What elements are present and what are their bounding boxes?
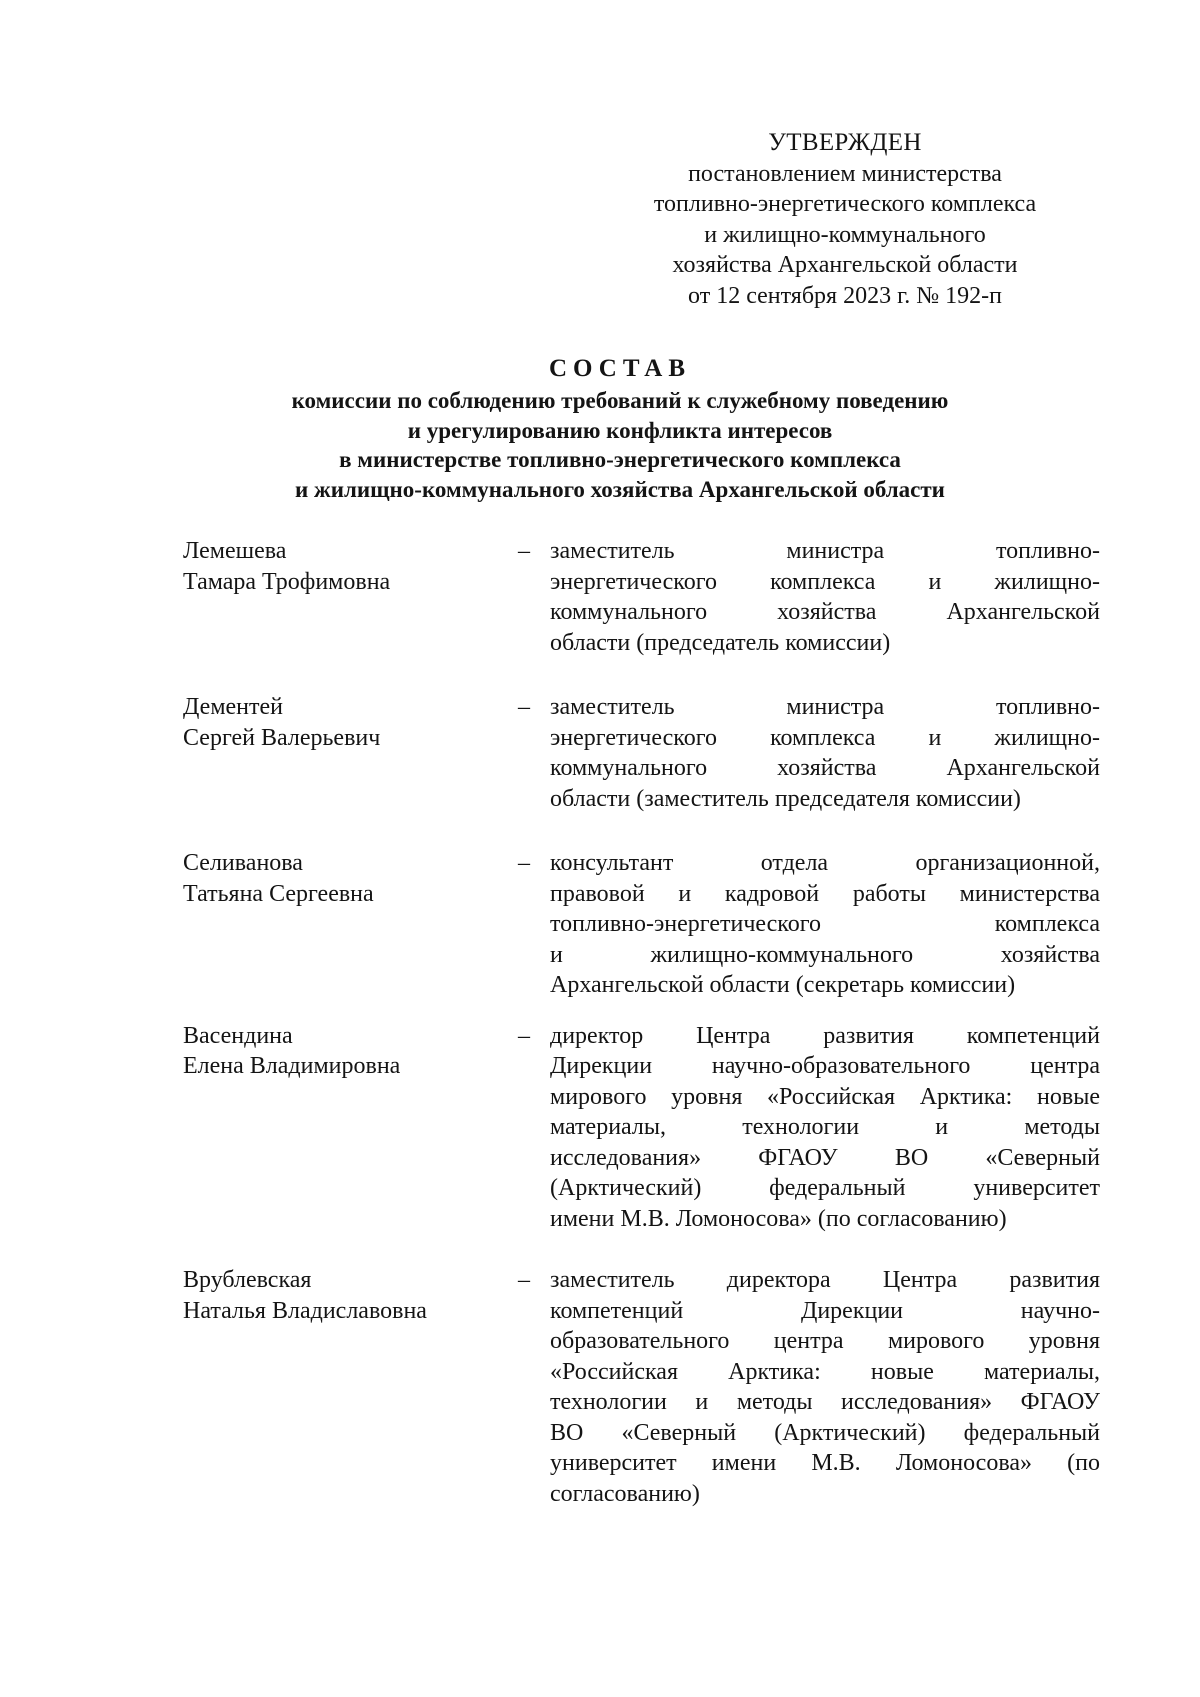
role-line: (Арктический) федеральный университет — [550, 1175, 1100, 1201]
role-line: согласованию) — [550, 1480, 700, 1507]
role-line: правовой и кадровой работы министерства — [550, 880, 1100, 907]
title-line: и урегулированию конфликта интересов — [407, 417, 833, 443]
role-line: и жилищно-коммунального хозяйства — [550, 941, 1100, 968]
title-heading: СОСТАВ — [548, 355, 692, 382]
approval-line: топливно-энергетического комплекса — [653, 191, 1037, 217]
member-role — [550, 536, 1100, 658]
member-name — [183, 692, 518, 814]
member-entry — [183, 692, 1100, 814]
approval-stamp — [630, 128, 1060, 311]
member-role — [550, 1021, 1100, 1235]
member-name — [183, 848, 518, 1001]
role-line: материалы, технологии и методы — [550, 1114, 1100, 1140]
dash-separator: – — [518, 694, 530, 720]
role-line: мирового уровня «Российская Арктика: новые — [550, 1083, 1100, 1110]
dash-separator: – — [518, 850, 530, 876]
role-line: Дирекции научно-образовательного центра — [550, 1053, 1100, 1079]
title-line: в министерстве топливно-энергетического комплекса — [339, 447, 901, 472]
role-line: директор Центра развития компетенций — [550, 1022, 1100, 1049]
role-line: имени М.В. Ломоносова» (по согласованию) — [550, 1205, 1007, 1232]
role-line: топливно-энергетического комплекса — [550, 911, 1100, 937]
title-line: и жилищно-коммунального хозяйства Архангельской области — [295, 476, 945, 502]
dash-separator: – — [518, 1267, 530, 1293]
member-entry — [183, 848, 1100, 1001]
member-surname: Дементей — [183, 694, 283, 720]
member-name — [183, 1021, 518, 1235]
approval-line: хозяйства Архангельской области — [672, 252, 1018, 278]
member-given-names: Сергей Валерьевич — [183, 724, 381, 751]
role-line: энергетического комплекса и жилищно- — [550, 724, 1100, 751]
member-given-names: Татьяна Сергеевна — [183, 880, 374, 907]
member-role — [550, 1265, 1100, 1509]
role-line: коммунального хозяйства Архангельской — [550, 599, 1100, 625]
member-surname: Лемешева — [183, 538, 287, 564]
role-line: заместитель министра топливно- — [550, 694, 1100, 720]
role-line: компетенций Дирекции научно- — [550, 1297, 1100, 1324]
role-line: области (председатель комиссии) — [550, 629, 891, 656]
approval-date-line: от 12 сентября 2023 г. № 192-п — [688, 282, 1002, 309]
member-entry — [183, 1265, 1100, 1509]
role-line: коммунального хозяйства Архангельской — [550, 755, 1100, 781]
role-line: «Российская Арктика: новые материалы, — [550, 1358, 1100, 1385]
member-entry — [183, 536, 1100, 658]
members-list — [183, 536, 1100, 1509]
member-given-names: Тамара Трофимовна — [183, 568, 391, 595]
member-role — [550, 848, 1100, 1001]
role-line: технологии и методы исследования» ФГАОУ — [550, 1389, 1100, 1415]
role-line: университет имени М.В. Ломоносова» (по — [550, 1450, 1100, 1476]
role-line: исследования» ФГАОУ ВО «Северный — [550, 1144, 1100, 1171]
member-entry — [183, 1021, 1100, 1235]
role-line: энергетического комплекса и жилищно- — [550, 568, 1100, 595]
role-line: заместитель министра топливно- — [550, 538, 1100, 564]
dash-separator: – — [518, 538, 530, 564]
document-title — [200, 352, 1040, 504]
role-line: области (заместитель председателя комиссии) — [550, 785, 1021, 812]
member-surname: Васендина — [183, 1022, 293, 1049]
member-role — [550, 692, 1100, 814]
member-surname: Селиванова — [183, 850, 303, 876]
role-line: консультант отдела организационной, — [550, 850, 1100, 876]
role-line: заместитель директора Центра развития — [550, 1267, 1100, 1293]
approval-heading: УТВЕРЖДЕН — [768, 129, 922, 156]
member-name — [183, 536, 518, 658]
dash-separator: – — [518, 1022, 530, 1049]
member-name — [183, 1265, 518, 1509]
member-given-names: Наталья Владиславовна — [183, 1297, 427, 1324]
role-line: образовательного центра мирового уровня — [550, 1328, 1100, 1354]
role-line: ВО «Северный (Арктический) федеральный — [550, 1419, 1100, 1446]
approval-line: постановлением министерства — [688, 160, 1002, 187]
role-line: Архангельской области (секретарь комиссии) — [550, 972, 1016, 998]
title-line: комиссии по соблюдению требований к служебному поведению — [291, 388, 949, 413]
member-given-names: Елена Владимировна — [183, 1053, 401, 1079]
approval-line: и жилищно-коммунального — [704, 221, 986, 248]
member-surname: Врублевская — [183, 1267, 312, 1293]
